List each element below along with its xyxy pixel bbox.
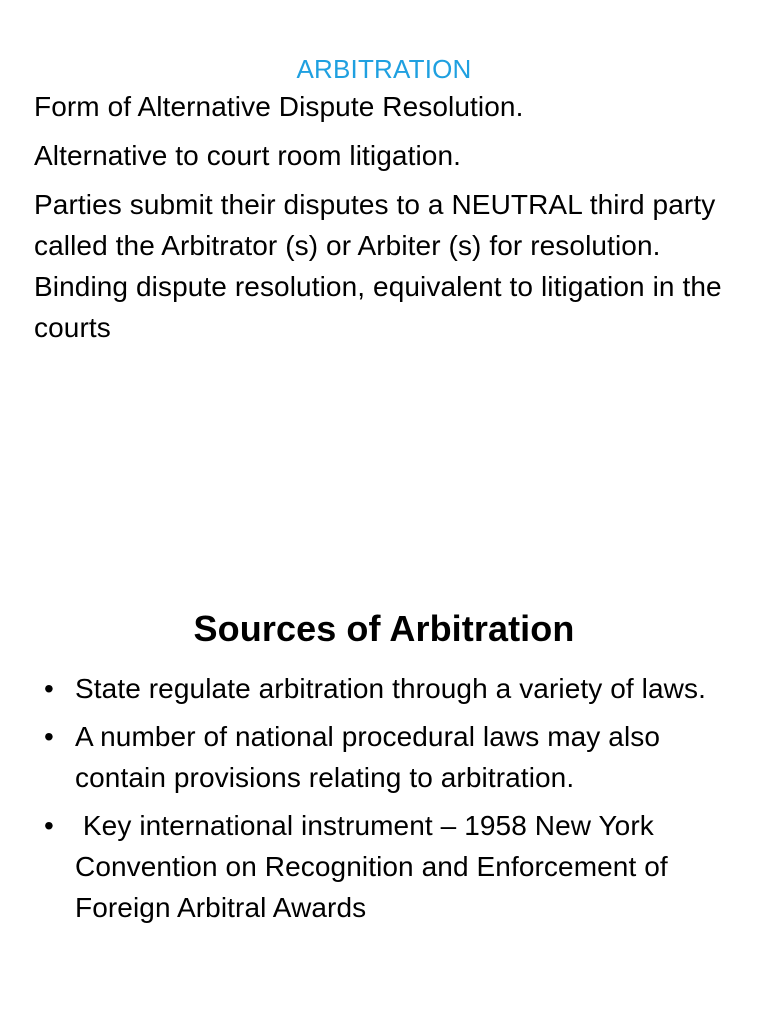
- bullet-icon: •: [44, 673, 54, 704]
- section-title-arbitration: ARBITRATION: [296, 54, 472, 84]
- paragraph-parties: Parties submit their disputes to a NEUTRAL third party called the Arbitrator (s) or Arbiter (s) for resolution. Binding dispute resolution, equivalent to litigation in the courts: [34, 189, 722, 343]
- paragraph-definition: Form of Alternative Dispute Resolution.: [34, 91, 524, 122]
- sources-section: [0, 604, 768, 935]
- arbitration-section: [34, 52, 734, 356]
- bullet-icon: •: [44, 810, 54, 841]
- list-item: [0, 668, 768, 709]
- paragraph-alternative: Alternative to court room litigation.: [34, 140, 462, 171]
- bullet-icon: •: [44, 721, 54, 752]
- section-title-sources: Sources of Arbitration: [193, 608, 575, 649]
- bullet-text: Key international instrument – 1958 New York Convention on Recognition and Enforcement of Foreign Arbitral Awards: [75, 810, 676, 923]
- list-item: [0, 716, 768, 798]
- list-item: [0, 805, 768, 928]
- bullet-text: State regulate arbitration through a variety of laws.: [75, 673, 706, 704]
- sources-bullet-list: [0, 668, 768, 928]
- bullet-text: A number of national procedural laws may also contain provisions relating to arbitration.: [75, 721, 661, 793]
